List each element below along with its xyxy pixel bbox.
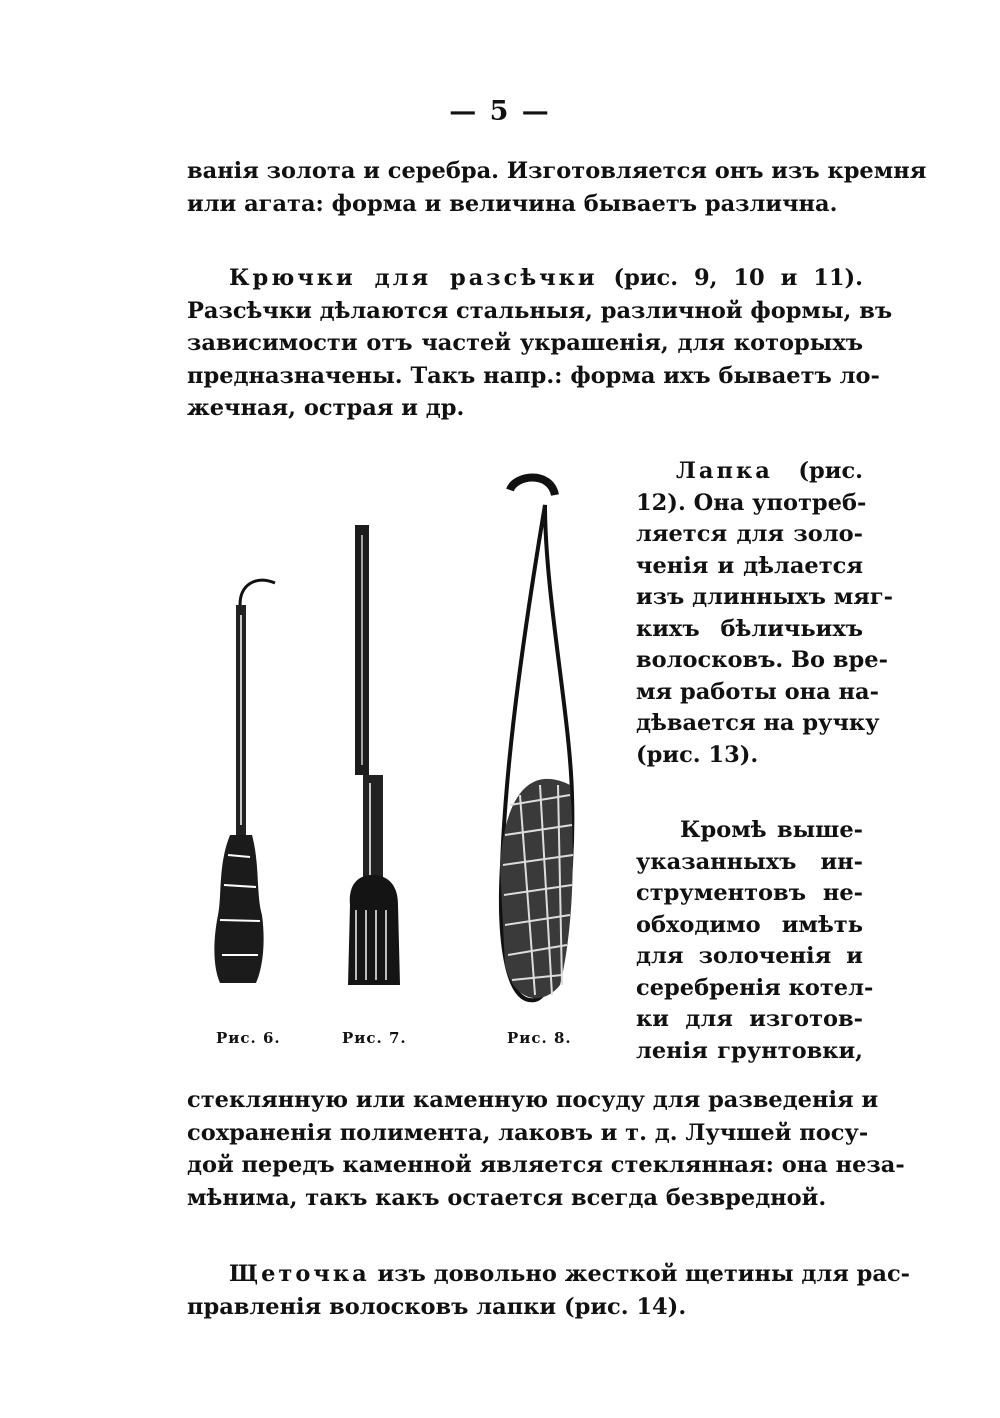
text-line: ляется для золо- <box>636 521 863 547</box>
brush-heading: Щеточка <box>229 1261 370 1287</box>
intro-paragraph <box>187 155 927 220</box>
text-line: ленія грунтовки, <box>636 1037 863 1064</box>
text-line: 12). Она употреб- <box>636 489 867 516</box>
figure-6-hook-tool <box>214 580 275 983</box>
text-line <box>187 1258 910 1291</box>
text-line: кихъ бѣличьихъ <box>636 615 863 642</box>
lapka-heading: Лапка <box>676 458 773 484</box>
page-number: — 5 — <box>449 96 551 127</box>
figure-7-caption: Рис. 7. <box>342 1029 407 1047</box>
text-line: ванія золота и серебра. Изготовляется онъ изъ кремня <box>187 158 927 184</box>
text-line: указанныхъ ин- <box>636 848 863 875</box>
text-line: для золоченія и <box>636 943 863 969</box>
figure-7-chisel-tool <box>348 525 400 985</box>
text-line: сохраненія полимента, лаковъ и т. д. Лучшей посу- <box>187 1119 869 1146</box>
text-line: изъ длинныхъ мяг- <box>636 584 893 610</box>
text-line: струментовъ не- <box>636 880 863 906</box>
text-line: или агата: форма и величина бываетъ различна. <box>187 190 838 217</box>
besides-column <box>636 815 874 1067</box>
text-line <box>636 456 863 488</box>
text-line: предназначены. Такъ напр.: форма ихъ бываетъ ло- <box>187 362 880 389</box>
text-line: Кромѣ выше- <box>680 817 863 843</box>
text-line: мя работы она на- <box>636 678 879 705</box>
text-line: стеклянную или каменную посуду для разведенія и <box>187 1087 879 1113</box>
text-line: обходимо имѣть <box>636 911 863 938</box>
brush-paragraph <box>187 1258 910 1323</box>
text-line: дѣвается на ручку <box>636 710 880 736</box>
tools-illustration <box>200 465 600 1025</box>
text-line <box>187 262 863 295</box>
hooks-heading-ref: (рис. 9, 10 и 11). <box>613 265 863 291</box>
text-line: Разсѣчки дѣлаются стальныя, различной формы, въ <box>187 297 893 324</box>
figure-8-spoon-tool <box>500 478 573 1001</box>
figure-8-caption: Рис. 8. <box>507 1029 572 1047</box>
figure-6-caption: Рис. 6. <box>216 1029 281 1047</box>
text-line: серебренія котел- <box>636 974 874 1001</box>
text-line: жечная, острая и др. <box>187 395 465 421</box>
text-line: волосковъ. Во вре- <box>636 647 888 673</box>
besides-continuation <box>187 1084 905 1214</box>
brush-text: изъ довольно жесткой щетины для рас- <box>377 1261 910 1287</box>
text-line: правленія волосковъ лапки (рис. 14). <box>187 1293 687 1320</box>
text-line: ки для изготов- <box>636 1006 863 1032</box>
text-line: дой передъ каменной является стеклянная: она неза- <box>187 1152 905 1178</box>
hooks-heading: Крючки для разсѣчки <box>229 265 598 291</box>
hooks-paragraph <box>187 262 893 425</box>
text-line: мѣнима, такъ какъ остается всегда безвредной. <box>187 1184 827 1211</box>
text-line: зависимости отъ частей украшенія, для которыхъ <box>187 330 863 356</box>
lapka-heading-ref: (рис. <box>798 458 863 484</box>
text-line: (рис. 13). <box>636 741 759 768</box>
text-line: ченія и дѣлается <box>636 552 863 579</box>
lapka-paragraph <box>636 456 893 771</box>
